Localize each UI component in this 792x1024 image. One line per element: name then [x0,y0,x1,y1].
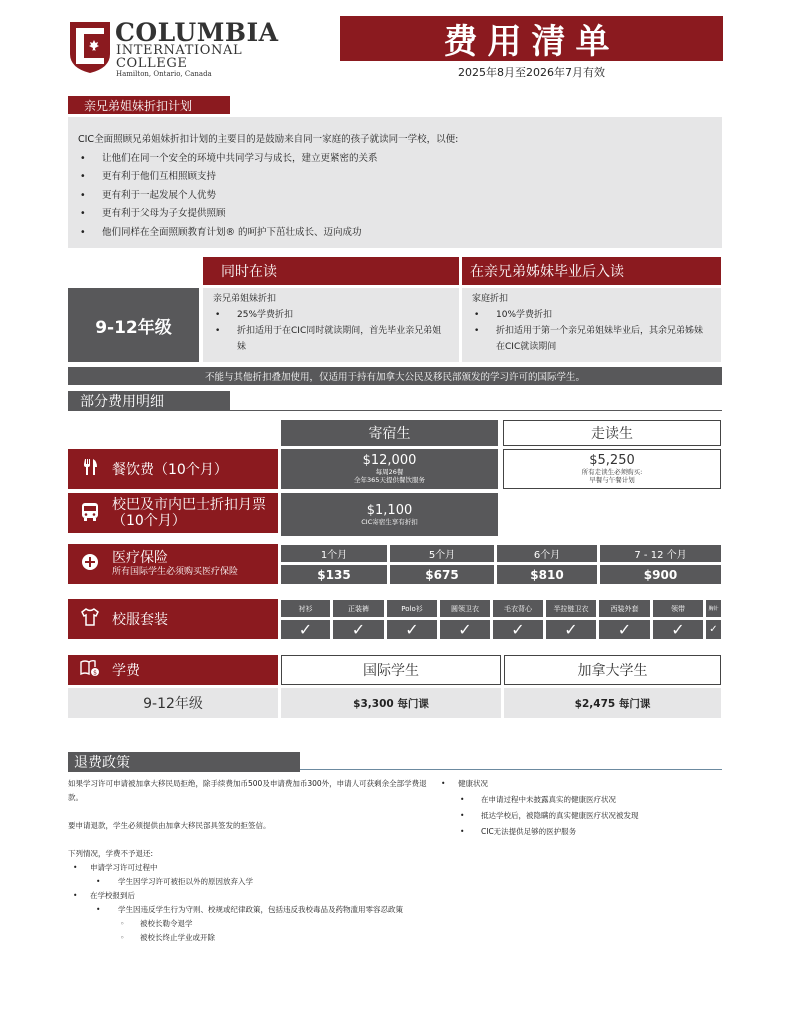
uniform-item: 西装外套 [599,600,650,617]
logo-line-2: INTERNATIONAL [116,43,243,58]
plus-circle-icon [80,553,100,575]
concurrent-header: 同时在读 [203,257,459,285]
checkmark-icon: ✓ [387,620,437,639]
health-price: $675 [390,565,494,584]
international-tuition-price: $3,300 每门课 [281,688,501,718]
checkmark-icon: ✓ [599,620,650,639]
uniform-item: Polo衫 [387,600,437,617]
health-period: 7 - 12 个月 [600,545,721,562]
divider [230,410,722,411]
list-item: • 10%学费折扣 [472,307,711,323]
canadian-tuition-price: $2,475 每门课 [504,688,721,718]
uniform-item: 毛衣背心 [493,600,543,617]
list-item: • 学生因学习许可被拒以外的原因放弃入学 [68,875,428,889]
tuition-grade: 9-12年级 [68,688,278,718]
list-item: • CIC无法提供足够的医护服务 [436,825,726,839]
fees-section-heading: 部分费用明细 [68,391,230,411]
list-item: • 在学校报到后 [68,889,428,903]
checkmark-icon: ✓ [493,620,543,639]
list-item: ◦ 被校长勒令退学 [68,917,428,931]
meal-label-text: 餐饮费（10个月） [112,462,228,478]
bus-icon [80,502,100,525]
uniform-item: 胸针 [706,600,721,617]
checkmark-icon: ✓ [333,620,384,639]
uniform-item: 领带 [653,600,703,617]
bus-label-line1: 校巴及市内巴士折扣月票 [112,497,266,513]
international-student-header: 国际学生 [281,655,501,685]
sibling-discount-box [203,288,459,362]
list-item: • 他们同样在全面照顾教育计划® 的呵护下茁壮成长、迈向成功 [78,224,712,243]
checkmark-icon: ✓ [653,620,703,639]
meal-boarding-cell [281,449,498,489]
tuition-label-text: 学费 [112,663,140,679]
list-item: • 申请学习许可过程中 [68,861,428,875]
after-graduation-header: 在亲兄弟姊妹毕业后入读 [462,257,721,285]
list-item: • 让他们在同一个安全的环境中共同学习与成长，建立更紧密的关系 [78,150,712,169]
list-item: • 学生因违反学生行为守则、校规或纪律政策，包括违反我校毒品及药物滥用零容忍政策 [68,903,428,917]
discount-note: 不能与其他折扣叠加使用，仅适用于持有加拿大公民及移民部颁发的学习许可的国际学生。 [68,367,722,385]
uniform-item: 正装裤 [333,600,384,617]
grade-label: 9-12年级 [68,288,199,362]
refund-paragraph: 下列情况，学费不予退还: [68,849,154,858]
utensils-icon [80,458,100,480]
uniform-label [68,599,278,639]
list-item: • 健康状况 [436,777,726,791]
checkmark-icon: ✓ [440,620,490,639]
health-price: $135 [281,565,387,584]
svg-text:$: $ [93,669,97,677]
checkmark-icon: ✓ [281,620,330,639]
health-price: $810 [497,565,597,584]
list-item: ◦ 被校长终止学业或开除 [68,931,428,945]
logo-location: Hamilton, Ontario, Canada [116,70,212,78]
health-period: 1个月 [281,545,387,562]
divider [300,769,722,770]
family-discount-box [462,288,721,362]
uniform-label-text: 校服套装 [112,612,168,628]
book-dollar-icon [80,659,100,681]
health-insurance-label [68,544,278,584]
page-title: 费用清单 [340,16,723,61]
meal-day-note: 早餐与午餐计划 [589,476,635,484]
meal-boarding-price: $12,000 [362,453,417,468]
list-item: • 更有利于父母为子女提供照顾 [78,205,712,224]
health-label-text: 医疗保险 [112,550,168,566]
canadian-student-header: 加拿大学生 [504,655,721,685]
day-student-header: 走读生 [503,420,721,446]
logo-name: COLUMBIA [115,18,279,47]
bus-label [68,493,278,533]
list-item: • 在申请过程中未披露真实的健康医疗状况 [436,793,726,807]
sibling-discount-title: 亲兄弟姐妹折扣 [213,294,277,304]
refund-paragraph: 要申请退款，学生必须提供由加拿大移民部具签发的拒签信。 [68,821,271,830]
bus-boarding-cell [281,493,498,536]
college-crest-icon [68,20,112,74]
uniform-item: 圆领卫衣 [440,600,490,617]
checkmark-icon: ✓ [706,620,721,639]
health-price: $900 [600,565,721,584]
bus-boarding-note: CIC寄宿生享有折扣 [361,517,418,526]
shirt-icon [80,608,100,630]
meal-day-price: $5,250 [589,453,635,468]
refund-policy-left [68,777,428,945]
health-sublabel: 所有国际学生必须购买医疗保险 [112,567,239,577]
bus-label-line2: （10个月） [112,513,186,529]
sibling-benefits-list [78,150,712,243]
validity-text: 2025年8月至2026年7月有效 [458,66,605,79]
meal-day-cell [503,449,721,489]
list-item: • 更有利于一起发展个人优势 [78,187,712,206]
health-period: 5个月 [390,545,494,562]
list-item: • 折扣适用于第一个亲兄弟姐妹毕业后，其余兄弟姊妹在CIC就读期间 [472,323,711,355]
family-discount-title: 家庭折扣 [472,294,509,304]
refund-paragraph: 如果学习许可申请被加拿大移民局拒绝，除手续费加币500及申请费加币300外，申请人可获剩余全部学费退款。 [68,779,427,802]
bus-boarding-price: $1,100 [366,502,413,518]
sibling-intro-box [68,117,722,248]
checkmark-icon: ✓ [546,620,596,639]
meal-boarding-note: 全年365天提供餐饮服务 [354,476,425,484]
meal-boarding-note: 每周26餐 [375,468,404,476]
list-item: • 折扣适用于在CIC同时就读期间，首先毕业亲兄弟姐妹 [213,323,449,355]
tuition-label [68,655,278,685]
meal-label [68,449,278,489]
health-period: 6个月 [497,545,597,562]
meal-day-note: 所有走读生必须购买: [581,468,643,476]
refund-policy-right [436,777,726,839]
refund-section-heading: 退费政策 [68,752,300,772]
uniform-item: 衬衫 [281,600,330,617]
boarding-header: 寄宿生 [281,420,498,446]
uniform-item: 半拉链卫衣 [546,600,596,617]
list-item: • 更有利于他们互相照顾支持 [78,168,712,187]
sibling-section-heading: 亲兄弟姐妹折扣计划 [68,96,230,114]
logo-line-3: COLLEGE [116,56,188,71]
sibling-intro-text: CIC全面照顾兄弟姐妹折扣计划的主要目的是鼓励来自同一家庭的孩子就读同一学校，以便: [78,134,459,145]
list-item: • 25%学费折扣 [213,307,449,323]
list-item: • 抵达学校后，被隐瞒的真实健康医疗状况被发现 [436,809,726,823]
